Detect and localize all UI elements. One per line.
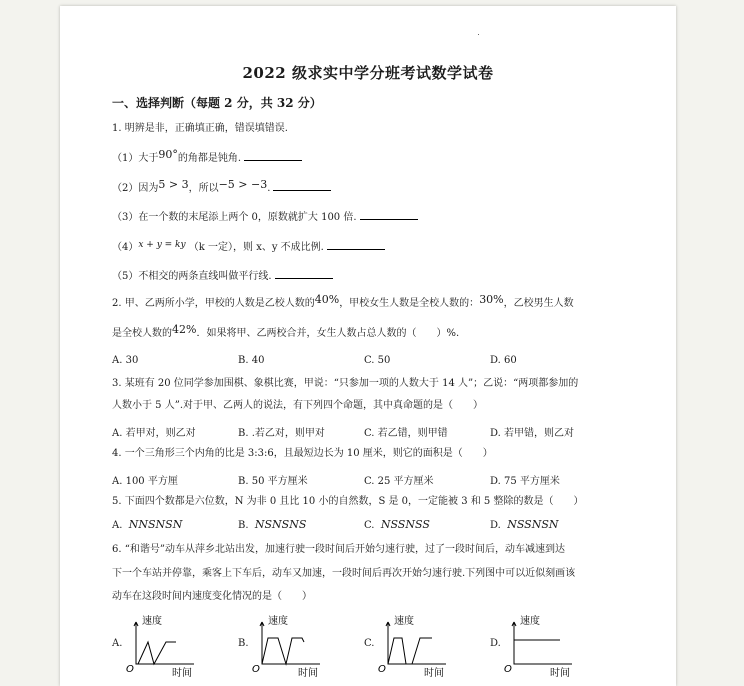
- q5-option-d[interactable]: [490, 518, 559, 531]
- q1-s2-prefix: （2）因为: [112, 183, 159, 194]
- q6-graph-a[interactable]: [124, 612, 204, 680]
- q1-statement-2: [112, 180, 331, 196]
- q2-line-1: [112, 293, 574, 311]
- q5-option-a-value: NNSNSN: [128, 518, 183, 531]
- q6-option-d-label[interactable]: D.: [490, 638, 501, 649]
- q5-option-d-label: D.: [490, 520, 501, 531]
- q1-s1-suffix: 的角都是钝角.: [177, 153, 242, 164]
- q6-line-2: 下一个车站并停靠，乘客上下车后，动车又加速，一段时间后再次开始匀速行驶.下列图中可以近似刻画该: [112, 568, 576, 579]
- answer-blank[interactable]: [360, 209, 418, 220]
- q6-option-c-label[interactable]: C.: [364, 638, 375, 649]
- q2-l1-b: ，甲校女生人数是全校人数的：: [339, 298, 480, 309]
- q5-option-a[interactable]: [112, 518, 182, 531]
- section-heading: 一、选择判断（每题 2 分，共 32 分）: [112, 96, 322, 110]
- q2-math-2: 30%: [479, 293, 504, 306]
- q2-math-1: 40%: [314, 293, 340, 306]
- y-axis-label: 速度: [394, 616, 414, 627]
- answer-blank[interactable]: [275, 268, 333, 279]
- x-axis-label: 时间: [424, 668, 444, 679]
- q6-option-b-label[interactable]: B.: [238, 638, 249, 649]
- origin-label: O: [378, 664, 386, 675]
- q5-option-d-value: NSSNSN: [507, 518, 559, 531]
- q2-option-a[interactable]: A. 30: [112, 355, 139, 366]
- q2-option-b[interactable]: B. 40: [238, 355, 265, 366]
- q2-l1-a: 2. 甲、乙两所小学，甲校的人数是乙校人数的: [112, 298, 315, 309]
- q2-option-c[interactable]: C. 50: [364, 355, 391, 366]
- q6-option-a-label[interactable]: A.: [112, 638, 123, 649]
- q1-statement-4: [112, 239, 385, 255]
- q4-option-a[interactable]: A. 100 平方厘: [112, 476, 178, 487]
- q5-option-c[interactable]: [364, 518, 430, 531]
- q3-line-1: 3. 某班有 20 位同学参加围棋、象棋比赛，甲说：“只参加一项的人数大于 14 人”；乙说：“两项都参加的: [112, 378, 579, 389]
- q3-option-b[interactable]: B. .若乙对，则甲对: [238, 428, 325, 439]
- origin-label: O: [504, 664, 512, 675]
- q5-option-a-label: A.: [112, 520, 123, 531]
- q1-s5-text: （5）不相交的两条直线叫做平行线.: [112, 271, 272, 282]
- answer-blank[interactable]: [273, 180, 331, 191]
- q4-option-b[interactable]: B. 50 平方厘米: [238, 476, 308, 487]
- q5-line-1: 5. 下面四个数都是六位数，N 为非 0 且比 10 小的自然数，S 是 0，一定能被 3 和 5 整除的数是（ ）: [112, 496, 584, 507]
- exam-page: [60, 6, 676, 686]
- q1-s2-math-2: −5 > −3: [218, 178, 268, 191]
- origin-label: O: [252, 664, 260, 675]
- q1-s2-math-1: 5 > 3: [158, 178, 189, 191]
- q1-statement-5: [112, 268, 333, 284]
- q1-s1-math: 90°: [158, 148, 178, 161]
- q1-s3-text: （3）在一个数的末尾添上两个 0，原数就扩大 100 倍.: [112, 212, 357, 223]
- q4-option-c[interactable]: C. 25 平方厘米: [364, 476, 434, 487]
- q5-option-b-value: NSNSNS: [254, 518, 307, 531]
- q2-l2-b: ．如果将甲、乙两校合并，女生人数占总人数的（ ）%.: [196, 328, 460, 339]
- q2-math-3: 42%: [172, 323, 197, 336]
- page-speck: [478, 34, 479, 35]
- q6-graph-c[interactable]: [376, 612, 456, 680]
- q5-option-c-value: NSSNSS: [380, 518, 430, 531]
- x-axis-label: 时间: [298, 668, 318, 679]
- q4-option-d[interactable]: D. 75 平方厘米: [490, 476, 560, 487]
- q5-option-b-label: B.: [238, 520, 249, 531]
- x-axis-label: 时间: [550, 668, 570, 679]
- q1-s1-prefix: （1）大于: [112, 153, 159, 164]
- q1-s2-end: .: [267, 183, 271, 194]
- q1-statement-3: [112, 209, 418, 225]
- q2-option-d[interactable]: D. 60: [490, 355, 517, 366]
- q2-l2-a: 是全校人数的: [112, 328, 172, 339]
- q1-statement-1: [112, 150, 302, 166]
- q1-s4-math: x + y = ky: [138, 240, 186, 250]
- q2-l1-c: ，乙校男生人数: [503, 298, 574, 309]
- q1-s4-prefix: （4）: [112, 242, 139, 253]
- page-title: 2022 级求实中学分班考试数学试卷: [242, 64, 494, 82]
- y-axis-label: 速度: [268, 616, 288, 627]
- q3-option-d[interactable]: D. 若甲错，则乙对: [490, 428, 575, 439]
- q1-stem: 1. 明辨是非，正确填正确，错误填错误.: [112, 123, 288, 134]
- y-axis-label: 速度: [520, 616, 540, 627]
- q6-line-1: 6. “和谐号”动车从萍乡北站出发，加速行驶一段时间后开始匀速行驶，过了一段时间后，动车减速到达: [112, 544, 565, 555]
- q3-option-c[interactable]: C. 若乙错，则甲错: [364, 428, 448, 439]
- q6-line-3: 动车在这段时间内速度变化情况的是（ ）: [112, 591, 312, 602]
- answer-blank[interactable]: [244, 150, 302, 161]
- q6-graph-d[interactable]: [502, 612, 582, 680]
- answer-blank[interactable]: [327, 239, 385, 250]
- q6-graph-b[interactable]: [250, 612, 330, 680]
- origin-label: O: [126, 664, 134, 675]
- q3-line-2: 人数小于 5 人”.对于甲、乙两人的说法，有下列四个命题，其中真命题的是（ ）: [112, 400, 484, 411]
- q2-line-2: [112, 323, 460, 341]
- q1-s2-mid: ，所以: [188, 183, 219, 194]
- q3-option-a[interactable]: A. 若甲对，则乙对: [112, 428, 196, 439]
- q1-s4-suffix: （k 一定），则 x、y 不成比例.: [188, 242, 324, 253]
- q5-option-b[interactable]: [238, 518, 306, 531]
- q4-line-1: 4. 一个三角形三个内角的比是 3:3:6，且最短边长为 10 厘米，则它的面积是（ ）: [112, 448, 493, 459]
- q5-option-c-label: C.: [364, 520, 375, 531]
- x-axis-label: 时间: [172, 668, 192, 679]
- y-axis-label: 速度: [142, 616, 162, 627]
